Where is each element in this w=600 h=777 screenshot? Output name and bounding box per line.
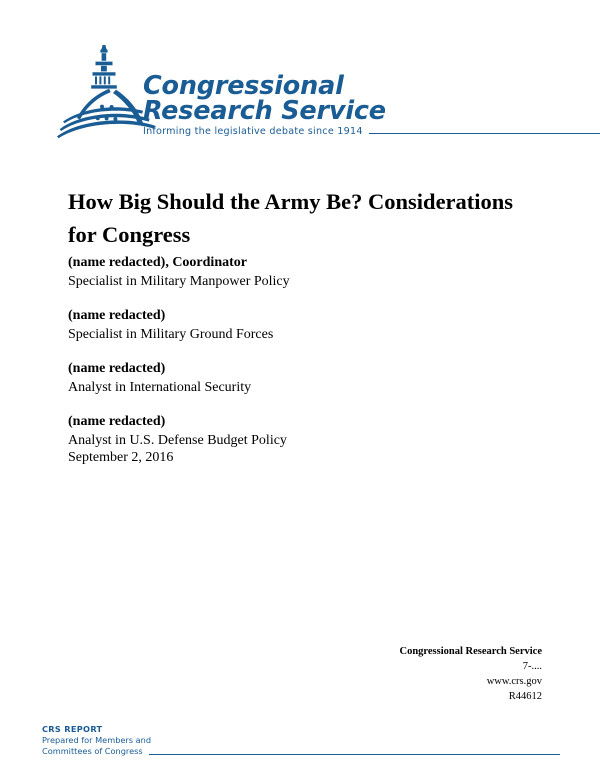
author-name: (name redacted) <box>68 308 166 323</box>
crs-masthead <box>55 44 565 144</box>
wordmark-line-congressional: Congressional <box>143 71 344 101</box>
masthead-divider-rule <box>369 133 600 134</box>
author-role: Specialist in Military Manpower Policy <box>68 274 290 289</box>
publication-date: September 2, 2016 <box>68 450 174 465</box>
masthead-tagline-row <box>143 126 600 137</box>
report-footer <box>42 724 562 757</box>
author-entry <box>68 359 488 398</box>
colophon <box>282 644 542 704</box>
author-role: Analyst in International Security <box>68 380 252 395</box>
report-footer-subtitle-line1: Prepared for Members and <box>42 735 152 745</box>
author-name: (name redacted) <box>68 414 166 429</box>
author-name: (name redacted) <box>68 361 166 376</box>
author-entry <box>68 412 488 451</box>
report-footer-heading: CRS REPORT <box>42 724 103 734</box>
author-entry <box>68 306 488 345</box>
colophon-phone: 7-.... <box>522 661 542 672</box>
report-footer-divider-rule <box>149 754 560 755</box>
colophon-organization: Congressional Research Service <box>399 646 542 657</box>
report-footer-last-row <box>42 746 560 757</box>
author-role: Analyst in U.S. Defense Budget Policy <box>68 433 287 448</box>
author-entry <box>68 253 488 292</box>
report-footer-subtitle-line2: Committees of Congress <box>42 746 143 756</box>
wordmark-line-research-service: Research Service <box>143 96 386 126</box>
colophon-website[interactable]: www.crs.gov <box>486 676 542 687</box>
colophon-report-number: R44612 <box>508 691 542 702</box>
crs-wordmark <box>143 71 563 126</box>
author-role: Specialist in Military Ground Forces <box>68 327 274 342</box>
author-list <box>68 253 488 465</box>
page-title: How Big Should the Army Be? Considerations for Congress <box>68 189 514 248</box>
author-name: (name redacted), Coordinator <box>68 255 247 270</box>
masthead-tagline: Informing the legislative debate since 1914 <box>143 126 363 137</box>
